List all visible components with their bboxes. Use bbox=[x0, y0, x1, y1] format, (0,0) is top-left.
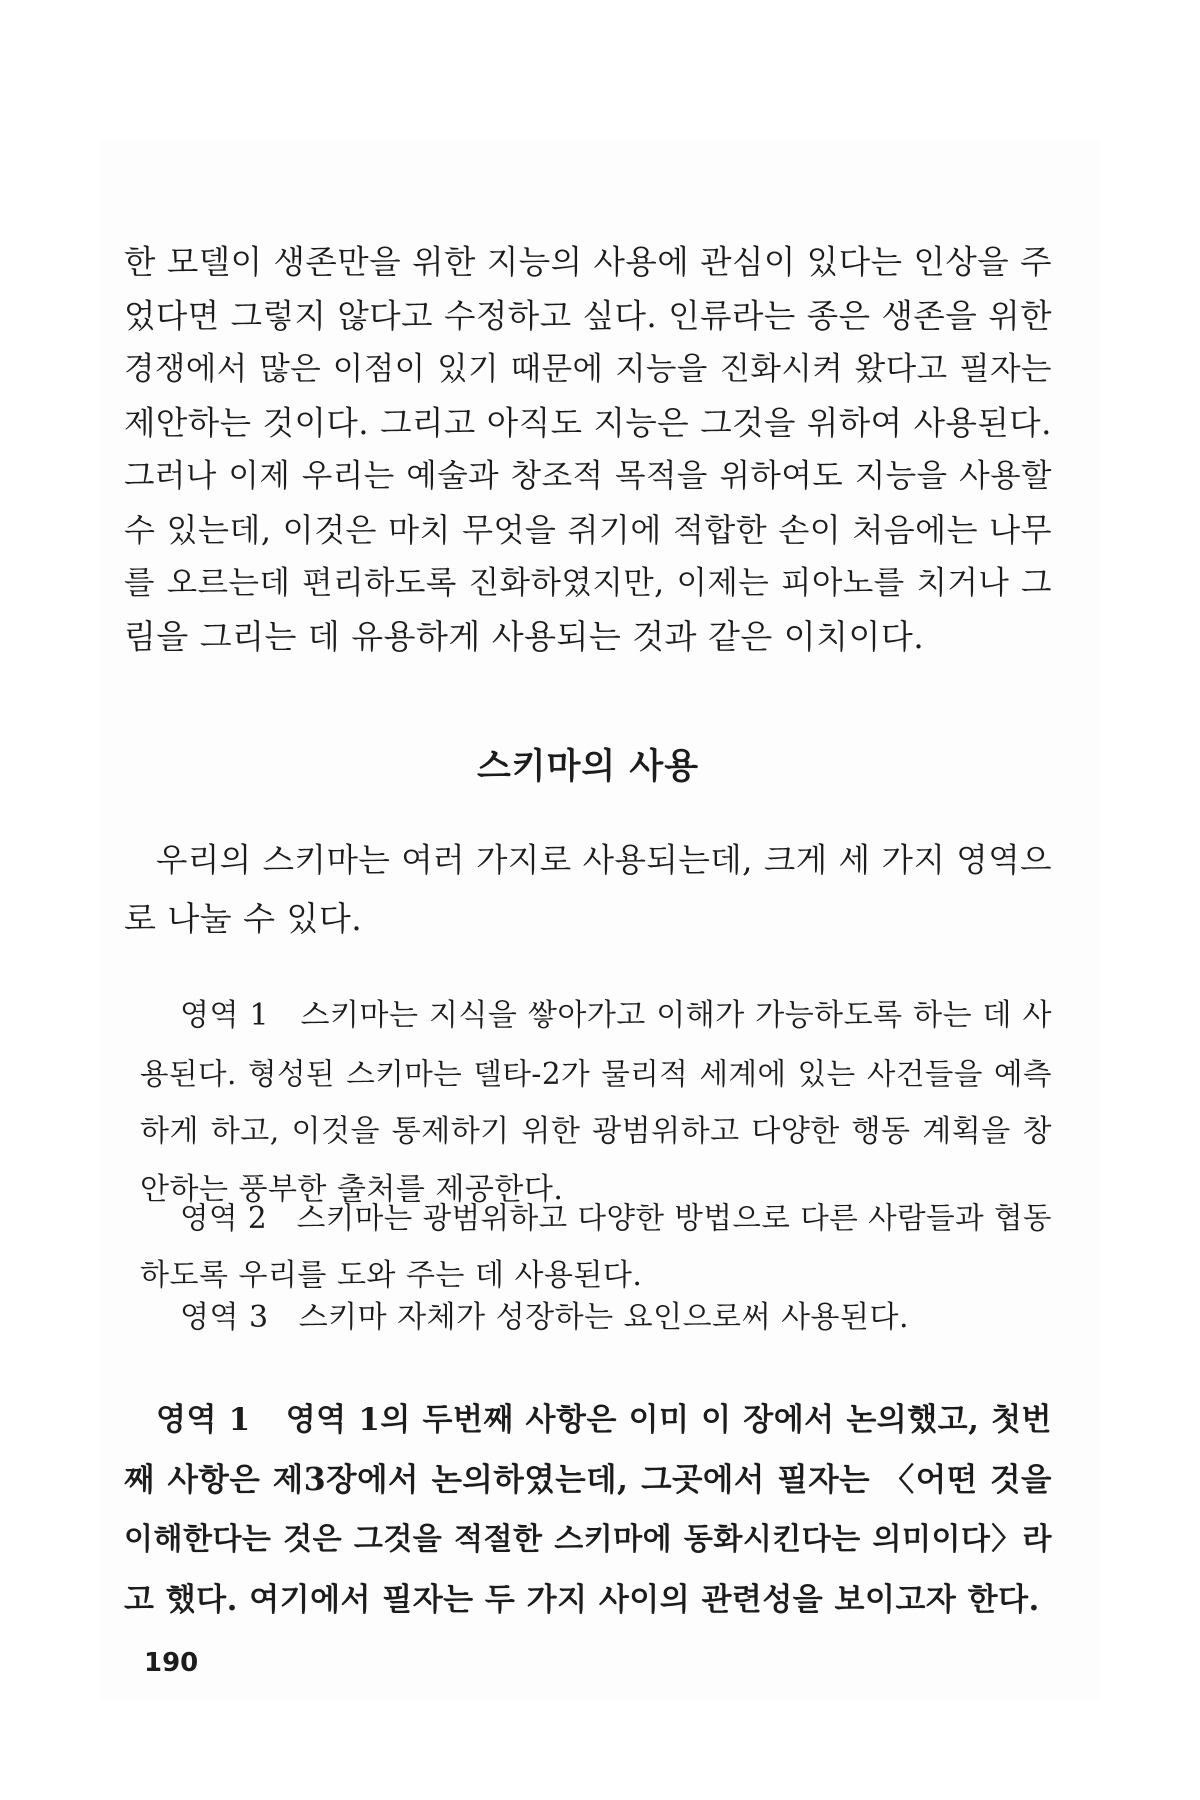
area-text: 스키마 자체가 성장하는 요인으로써 사용된다. bbox=[298, 1300, 910, 1335]
text-line: 째 사항은 제3장에서 논의하였는데, 그곳에서 필자는 〈어떤 것을 bbox=[124, 1461, 1052, 1498]
area-label: 영역 2 bbox=[180, 1201, 268, 1235]
section-heading: 스키마의 사용 bbox=[476, 746, 700, 787]
text-line: 경쟁에서 많은 이점이 있기 때문에 지능을 진화시켜 왔다고 필자는 bbox=[124, 351, 1052, 387]
subsection-first-line bbox=[124, 1396, 1052, 1444]
text-line: 한 모델이 생존만을 위한 지능의 사용에 관심이 있다는 인상을 주 bbox=[124, 243, 1052, 281]
area-item-1 bbox=[140, 996, 1052, 1228]
subsection-label: 영역 1 bbox=[156, 1402, 251, 1438]
text-line: 림을 그리는 데 유용하게 사용되는 것과 같은 이치이다. bbox=[124, 616, 925, 656]
text-line: 를 오르는데 편리하도록 진화하였지만, 이제는 피아노를 치거나 그 bbox=[124, 565, 1052, 601]
area-item-3 bbox=[140, 1298, 1052, 1356]
body-paragraph bbox=[124, 240, 1052, 668]
subsection-paragraph bbox=[124, 1396, 1052, 1636]
area-first-line bbox=[140, 1198, 1052, 1238]
area-text: 스키마는 광범위하고 다양한 방법으로 다른 사람들과 협동 bbox=[296, 1201, 1052, 1235]
area-item-2 bbox=[140, 1198, 1052, 1314]
text-line: 안하는 풍부한 출처를 제공한다. bbox=[140, 1172, 564, 1207]
text-line: 하도록 우리를 도와 주는 데 사용된다. bbox=[140, 1258, 643, 1293]
area-label: 영역 1 bbox=[180, 998, 270, 1033]
text-line: 하게 하고, 이것을 통제하기 위한 광범위하고 다양한 행동 계획을 창 bbox=[140, 1114, 1052, 1149]
text-line: 고 했다. 여기에서 필자는 두 가지 사이의 관련성을 보이고자 한다. bbox=[124, 1582, 1040, 1618]
text-line: 용된다. 형성된 스키마는 델타-2가 물리적 세계에 있는 사건들을 예측 bbox=[140, 1057, 1052, 1091]
text-line: 로 나눌 수 있다. bbox=[124, 899, 363, 938]
text-line: 었다면 그렇지 않다고 수정하고 싶다. 인류라는 종은 생존을 위한 bbox=[124, 296, 1052, 335]
page-number: 190 bbox=[144, 1648, 199, 1678]
area-text: 스키마는 지식을 쌓아가고 이해가 가능하도록 하는 데 사 bbox=[300, 998, 1053, 1033]
text-line: 그러나 이제 우리는 예술과 창조적 목적을 위하여도 지능을 사용할 bbox=[124, 458, 1052, 494]
area-first-line bbox=[140, 996, 1052, 1036]
text-line: 수 있는데, 이것은 마치 무엇을 쥐기에 적합한 손이 처음에는 나무 bbox=[124, 510, 1052, 549]
text-line: 우리의 스키마는 여러 가지로 사용되는데, 크게 세 가지 영역으 bbox=[156, 841, 1052, 879]
text-line: 이해한다는 것은 그것을 적절한 스키마에 동화시킨다는 의미이다〉라 bbox=[124, 1522, 1052, 1557]
subsection-text: 영역 1의 두번째 사항은 이미 이 장에서 논의했고, 첫번 bbox=[285, 1402, 1052, 1438]
text-line: 제안하는 것이다. 그리고 아직도 지능은 그것을 위하여 사용된다. bbox=[124, 403, 1052, 442]
area-first-line bbox=[140, 1298, 1052, 1338]
intro-paragraph bbox=[124, 838, 1052, 956]
area-label: 영역 3 bbox=[180, 1300, 269, 1335]
